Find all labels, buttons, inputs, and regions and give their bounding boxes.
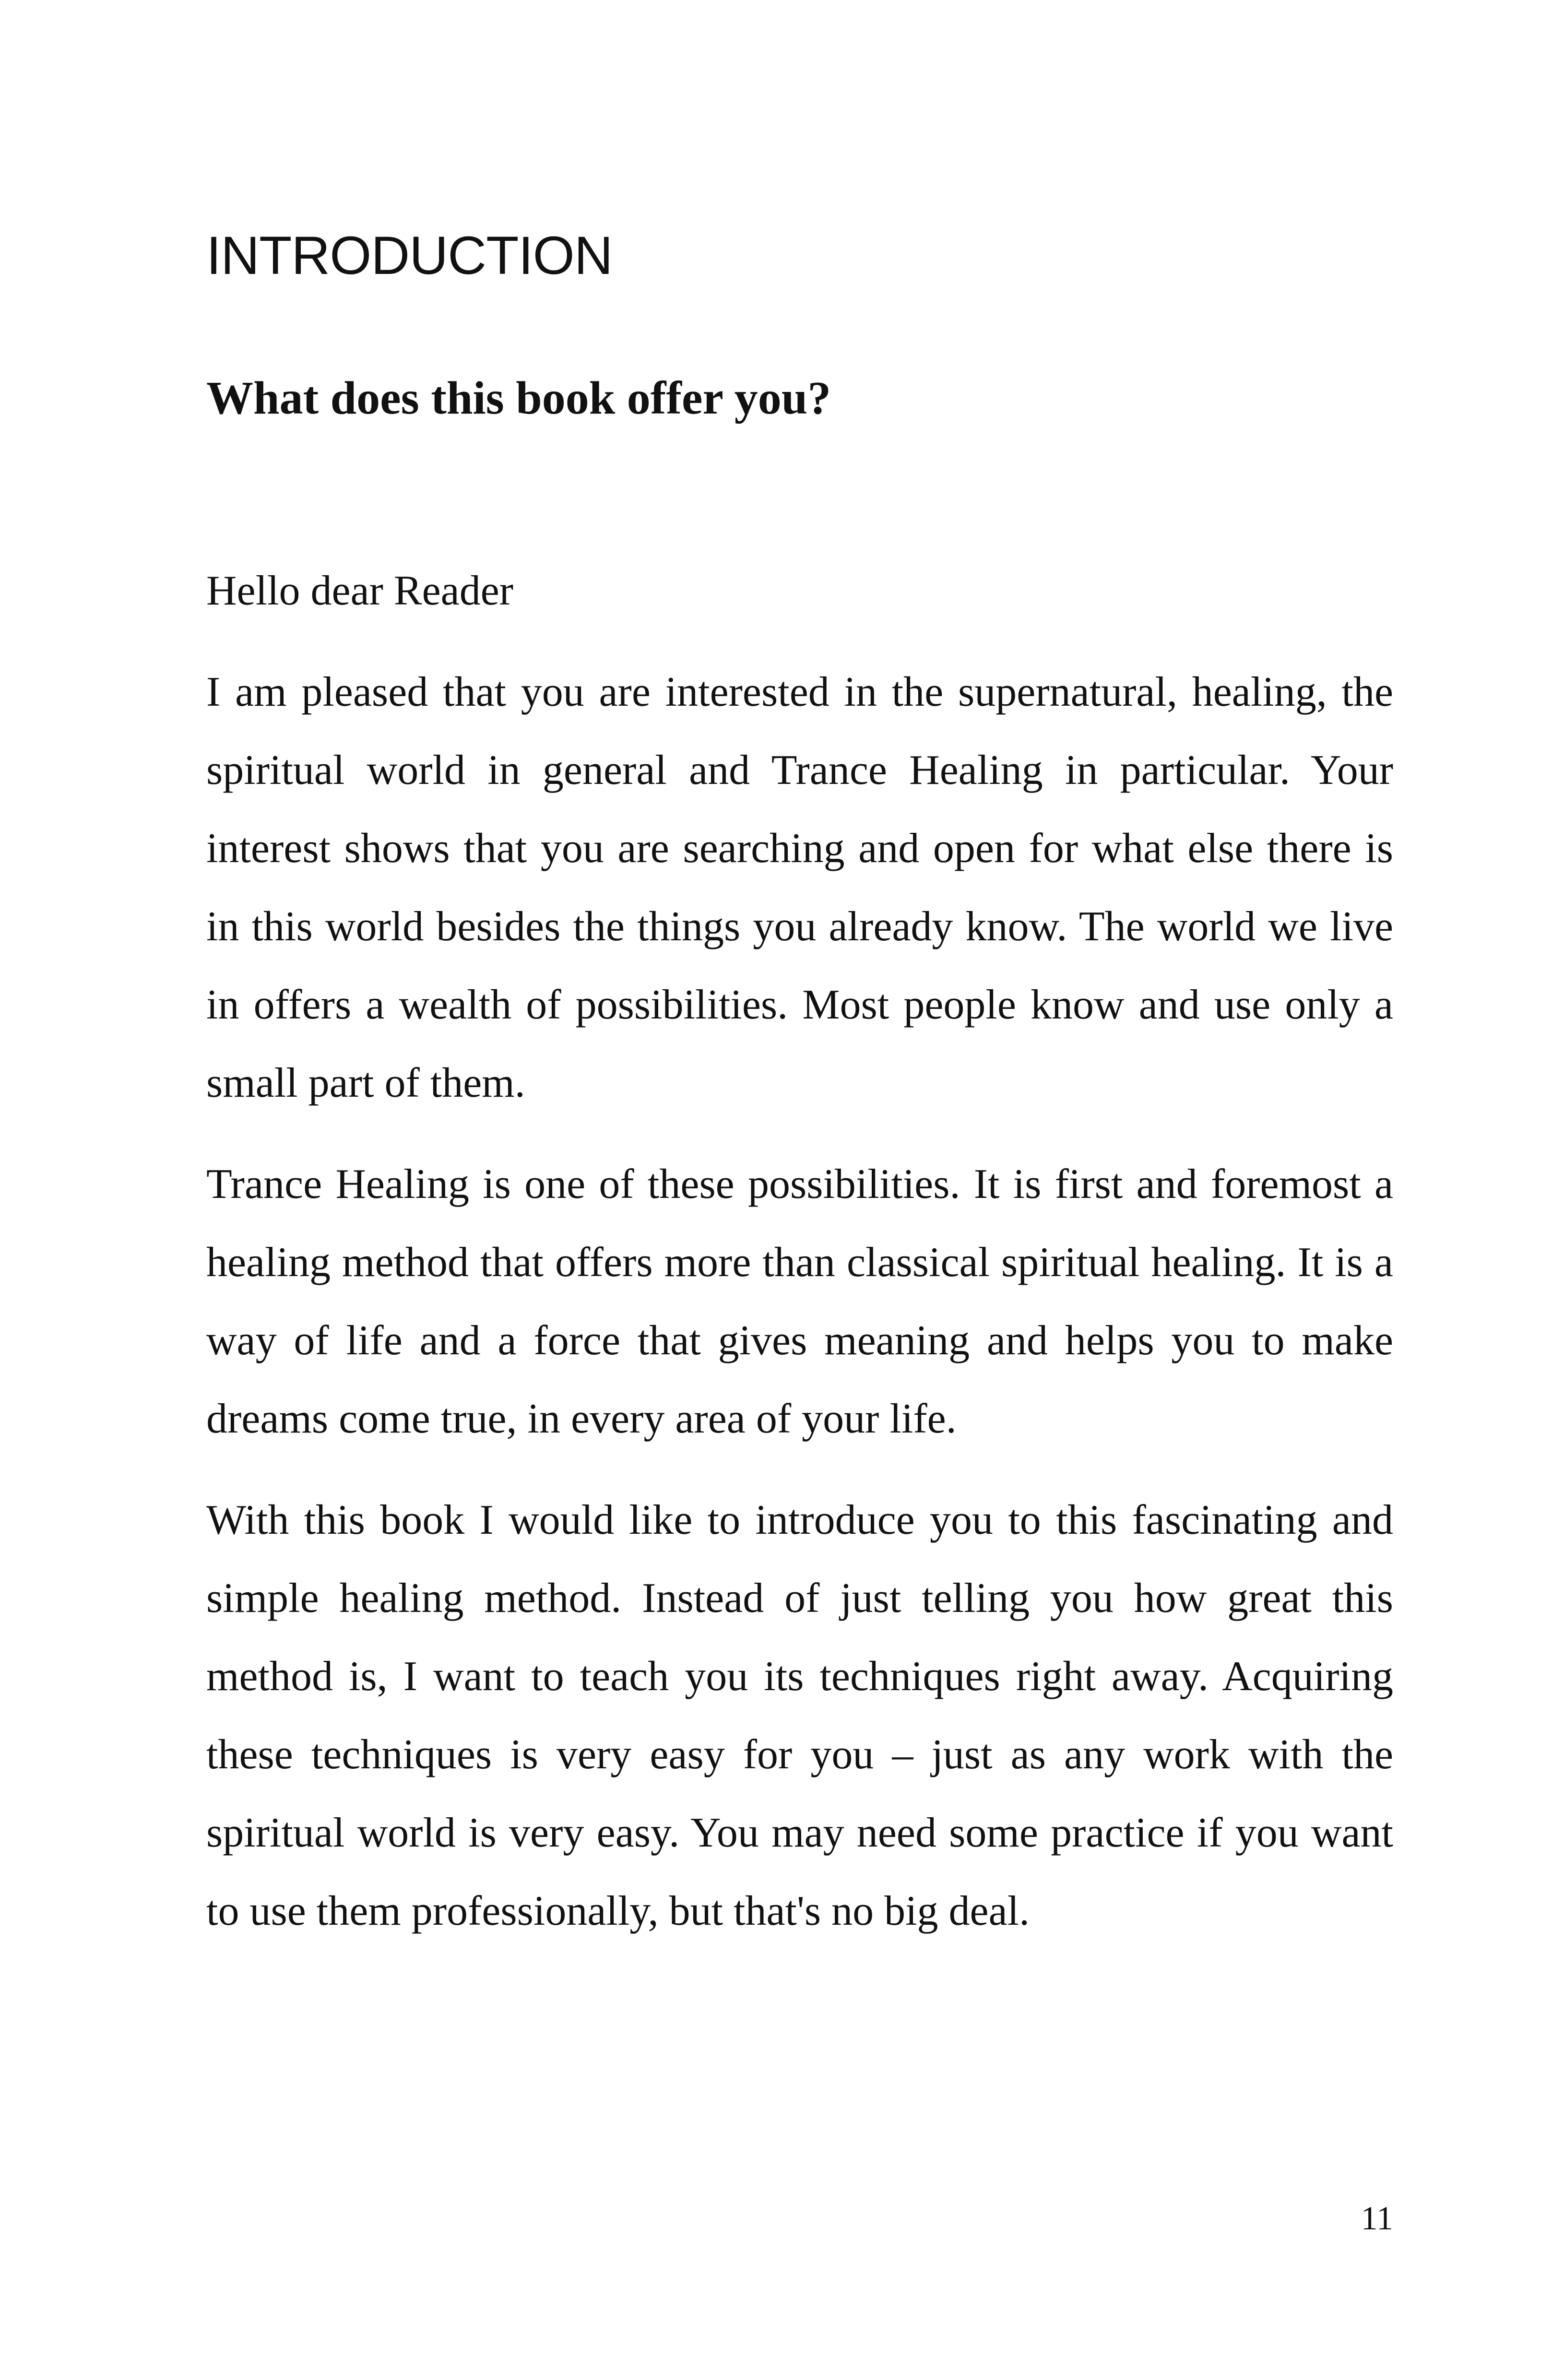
paragraph: I am pleased that you are interested in the supernatural, healing, the spiritual world in general and Trance Healing in particular. Your interest shows that you are searching and open for what else there is in this world besides the things you already know. The world we live in offers a wealth of possibilities. Most people know and use only a small part of them.	[206, 669, 1393, 1106]
body-text	[206, 552, 1393, 1973]
chapter-title: INTRODUCTION	[206, 225, 613, 285]
section-heading: What does this book offer you?	[206, 372, 831, 424]
book-page	[206, 0, 1393, 2380]
page-number: 11	[1361, 2200, 1393, 2237]
paragraph-greeting: Hello dear Reader	[206, 568, 514, 614]
paragraph: With this book I would like to introduce you to this fascinating and simple healing method. Instead of just telling you how great this method is, I want to teach you its techniques right away. Acquiring these techniques is very easy for you – just as any work with the spiritual world is very easy. You may need some practice if you want to use them professionally, but that's no big deal.	[206, 1497, 1393, 1934]
paragraph: Trance Healing is one of these possibilities. It is first and foremost a healing method that offers more than classical spiritual healing. It is a way of life and a force that gives meaning and helps you to make dreams come true, in every area of your life.	[206, 1161, 1393, 1442]
